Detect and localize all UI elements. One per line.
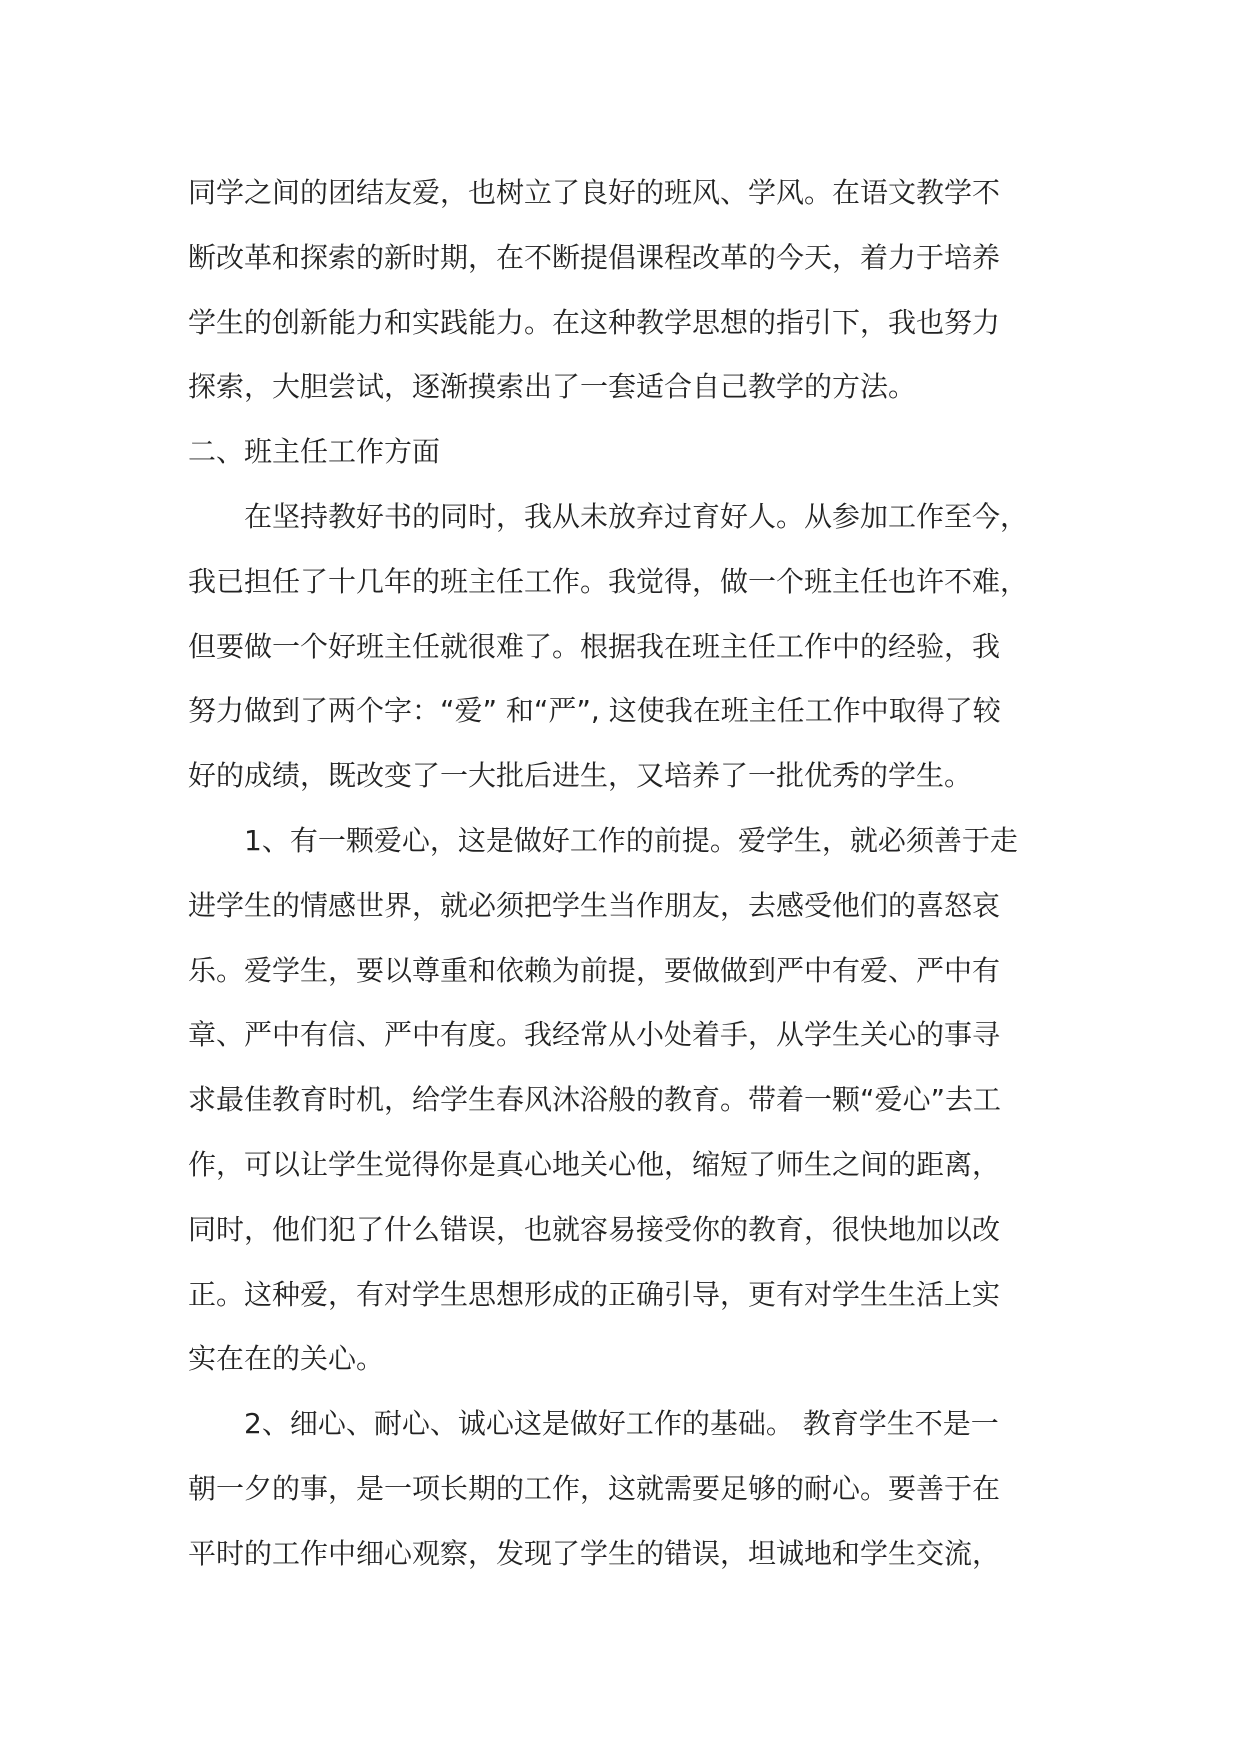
list-item-1-first-line: 1、有一颗爱心，这是做好工作的前提。爱学生，就必须善于走 — [244, 823, 1018, 857]
text-line: 求最佳教育时机，给学生春风沐浴般的教育。带着一颗“爱心”去工 — [188, 1083, 1002, 1117]
text-line: 断改革和探索的新时期，在不断提倡课程改革的今天，着力于培养 — [188, 240, 1001, 274]
text-line: 朝一夕的事，是一项长期的工作，这就需要足够的耐心。要善于在 — [188, 1471, 1001, 1505]
text-line: 平时的工作中细心观察，发现了学生的错误，坦诚地和学生交流， — [188, 1536, 1001, 1570]
text-line: 章、严中有信、严中有度。我经常从小处着手，从学生关心的事寻 — [188, 1018, 1001, 1052]
text-line: 探索，大胆尝试，逐渐摸索出了一套适合自己教学的方法。 — [188, 370, 917, 404]
text-line: 同时，他们犯了什么错误，也就容易接受你的教育，很快地加以改 — [188, 1212, 1001, 1246]
text-line: 正。这种爱，有对学生思想形成的正确引导，更有对学生生活上实 — [188, 1277, 1001, 1311]
section-heading: 二、班主任工作方面 — [188, 435, 441, 469]
document-page — [188, 161, 1088, 1587]
text-line: 学生的创新能力和实践能力。在这种教学思想的指引下，我也努力 — [188, 305, 1001, 339]
text-line: 我已担任了十几年的班主任工作。我觉得，做一个班主任也许不难， — [188, 564, 1029, 598]
text-line: 好的成绩，既改变了一大批后进生，又培养了一批优秀的学生。 — [188, 759, 973, 793]
text-line: 乐。爱学生，要以尊重和依赖为前提，要做做到严中有爱、严中有 — [188, 953, 1001, 987]
text-line: 进学生的情感世界，就必须把学生当作朋友，去感受他们的喜怒哀 — [188, 888, 1001, 922]
text-line: 同学之间的团结友爱，也树立了良好的班风、学风。在语文教学不 — [188, 176, 1001, 209]
list-item-2-first-line: 2、细心、耐心、诚心这是做好工作的基础。 教育学生不是一 — [244, 1407, 999, 1441]
text-line: 但要做一个好班主任就很难了。根据我在班主任工作中的经验，我 — [188, 629, 1001, 663]
text-line: 实在在的关心。 — [188, 1342, 385, 1376]
paragraph-first-line: 在坚持教好书的同时，我从未放弃过育好人。从参加工作至今， — [244, 499, 1029, 533]
text-line: 作，可以让学生觉得你是真心地关心他，缩短了师生之间的距离， — [188, 1147, 1001, 1181]
text-line: 努力做到了两个字：“爱” 和“严”, 这使我在班主任工作中取得了较 — [188, 694, 1001, 728]
